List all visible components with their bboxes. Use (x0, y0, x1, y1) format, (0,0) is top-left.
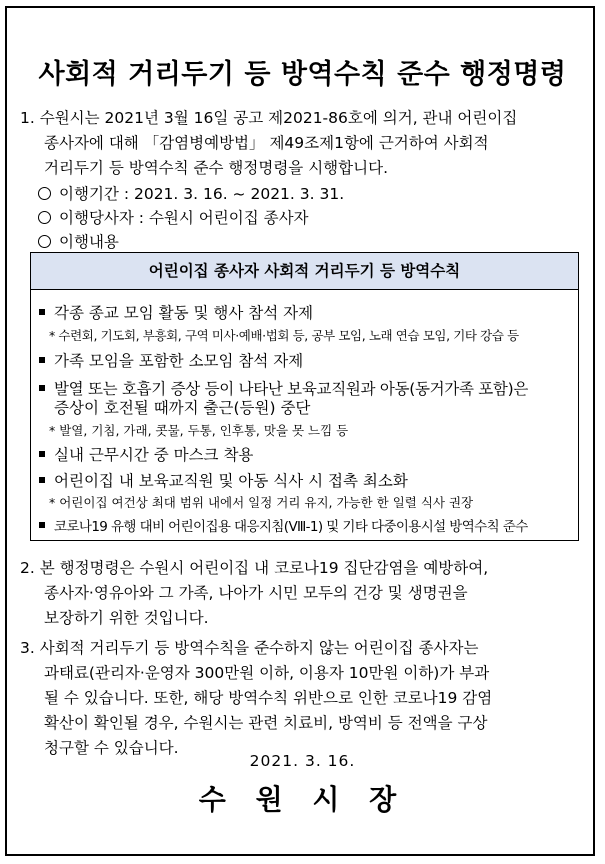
p1-item-party-text: 이행당사자 : 수원시 어린이집 종사자 (59, 209, 309, 227)
rule-3-note: * 발열, 기침, 가래, 콧물, 두통, 인후통, 맛을 못 느낌 등 (49, 423, 349, 438)
square-bullet-icon (39, 477, 45, 483)
rule-5-note: * 어린이집 여건상 최대 범위 내에서 일정 거리 유지, 가능한 한 일렬 식사 권장 (49, 495, 474, 510)
p3-line-4: 확산이 확인될 경우, 수원시는 관련 치료비, 방역비 등 전액을 구상 (44, 714, 488, 732)
square-bullet-icon (39, 522, 45, 528)
p3-line-5: 청구할 수 있습니다. (44, 739, 179, 757)
p2-line-3: 보장하기 위한 것입니다. (44, 609, 209, 627)
rule-6 (39, 515, 528, 535)
rule-5-text: 어린이집 내 보육교직원 및 아동 식사 시 접촉 최소화 (54, 472, 408, 490)
rule-1-note: * 수련회, 기도회, 부흥회, 구역 미사·예배·법회 등, 공부 모임, 노래 연습 모임, 기타 강습 등 (49, 328, 519, 343)
rule-1 (39, 301, 313, 323)
square-bullet-icon (39, 385, 45, 391)
p3-line-1: 3. 사회적 거리두기 등 방역수칙을 준수하지 않는 어린이집 종사자는 (20, 639, 479, 657)
rule-2-text: 가족 모임을 포함한 소모임 참석 자제 (54, 352, 304, 370)
p2-line-1: 2. 본 행정명령은 수원시 어린이집 내 코로나19 집단감염을 예방하여, (20, 559, 489, 577)
rule-4-text: 실내 근무시간 중 마스크 착용 (54, 446, 254, 464)
rule-3-cont: 증상이 호전될 때까지 출근(등원) 중단 (54, 399, 311, 417)
rule-4 (39, 443, 253, 465)
rule-1-text: 각종 종교 모임 활동 및 행사 참석 자제 (54, 304, 314, 322)
rule-5 (39, 469, 408, 491)
rule-6-text: 코로나19 유행 대비 어린이집용 대응지침(Ⅷ-1) 및 기타 다중이용시설 방역수칙 준수 (54, 519, 528, 535)
signer-name: 수 원 시 장 (198, 783, 407, 816)
document-title: 사회적 거리두기 등 방역수칙 준수 행정명령 (38, 59, 567, 90)
square-bullet-icon (39, 309, 45, 315)
p3-line-2: 과태료(관리자·운영자 300만원 이하, 이용자 10만원 이하)가 부과 (44, 664, 490, 682)
p1-item-content-text: 이행내용 (59, 233, 119, 251)
p1-line-2: 종사자에 대해 「감염병예방법」 제49조제1항에 근거하여 사회적 (44, 134, 489, 152)
rules-box-header: 어린이집 종사자 사회적 거리두기 등 방역수칙 (31, 253, 578, 290)
rule-3-text-a: 발열 또는 호흡기 증상 등이 나타난 보육교직원과 아동(동거가족 포함)은 (54, 380, 529, 398)
issue-date: 2021. 3. 16. (249, 752, 356, 770)
circle-bullet-icon (38, 235, 51, 248)
p1-item-period-text: 이행기간 : 2021. 3. 16. ~ 2021. 3. 31. (59, 185, 345, 203)
square-bullet-icon (39, 357, 45, 363)
p1-item-party (38, 206, 309, 228)
p1-line-3: 거리두기 등 방역수칙 준수 행정명령을 시행합니다. (44, 159, 388, 177)
p1-line-1: 1. 수원시는 2021년 3월 16일 공고 제2021-86호에 의거, 관내 어린이집 (20, 109, 518, 127)
rules-box (30, 252, 579, 541)
p3-line-3: 될 수 있습니다. 또한, 해당 방역수칙 위반으로 인한 코로나19 감염 (44, 689, 493, 707)
rule-2 (39, 349, 303, 371)
p2-line-2: 종사자·영유아와 그 가족, 나아가 시민 모두의 건강 및 생명권을 (44, 584, 468, 602)
circle-bullet-icon (38, 211, 51, 224)
p1-item-period (38, 182, 344, 204)
p1-item-content (38, 230, 119, 252)
circle-bullet-icon (38, 187, 51, 200)
square-bullet-icon (39, 451, 45, 457)
